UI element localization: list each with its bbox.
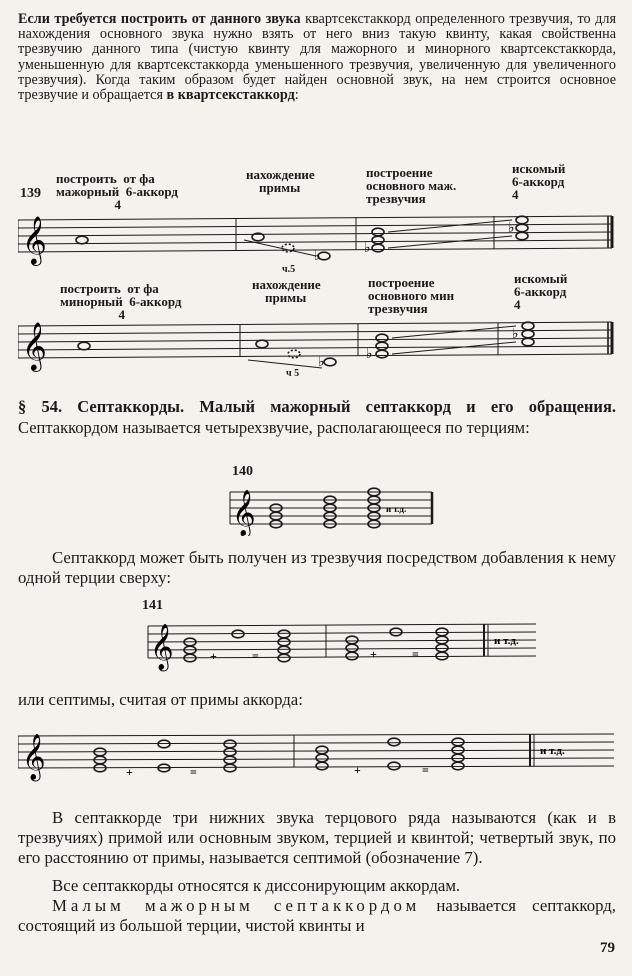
paragraph-small-major bbox=[18, 896, 616, 936]
small-major-rest: называется септаккорд, состоящий из большой терции, чистой квинты и bbox=[18, 896, 616, 935]
example-139-number: 139 bbox=[20, 186, 41, 201]
ex139-row1-interval: ч.5 bbox=[282, 264, 296, 275]
ex139-row1-label4: искомый 6-аккорд 4 bbox=[512, 161, 566, 202]
ex141-staff bbox=[140, 616, 540, 676]
ex139-row2-interval: ч 5 bbox=[286, 368, 300, 379]
flat-icon: ♭ bbox=[508, 221, 515, 236]
ex139-row2-label1: построить от фа минорный 6-аккорд 4 bbox=[60, 281, 182, 322]
equals-icon: = bbox=[190, 765, 197, 779]
ex141-etc: и т.д. bbox=[494, 635, 519, 647]
flat-icon: ♭ bbox=[366, 347, 373, 362]
paragraph-add-third: Септаккорд может быть получен из трезвучия посредством добавления к нему одной терции сверху: bbox=[18, 548, 616, 587]
intro-rest: квартсекстаккорд определенного трезвучия, то для нахождения основного звука нужно взять от него вниз такую квинту, какая свойственна трезвучию данного типа (чистую квинту для мажорного и минорного квартсекстаккорда, уменьшенную для квартсекстаккорда уменьшенного трезвучия, увеличенную для увеличенного трезвучия). Когда таким образом будет найден основной звук, на нем строится основное трезвучие и обращается bbox=[18, 11, 616, 104]
flat-icon: ♭ bbox=[314, 249, 321, 264]
intro-paragraph bbox=[18, 12, 616, 103]
plus-icon: + bbox=[126, 765, 133, 779]
equals-icon: = bbox=[412, 647, 419, 661]
section-heading bbox=[18, 396, 616, 438]
plus-icon: + bbox=[210, 649, 217, 663]
heading-bold: § 54. Септаккорды. Малый мажорный септаккорд и его обращения. bbox=[18, 397, 616, 416]
ex140-staff bbox=[226, 486, 436, 536]
paragraph-all-dissonant: Все септаккорды относятся к диссонирующим аккордам. bbox=[52, 876, 461, 895]
flat-icon: ♭ bbox=[512, 327, 519, 342]
page-number: 79 bbox=[600, 940, 615, 956]
flat-icon: ♭ bbox=[364, 241, 371, 256]
treble-clef-icon: 𝄞 bbox=[150, 624, 174, 670]
plus-icon: + bbox=[370, 647, 377, 661]
ex139-row1-label2: нахождение примы bbox=[246, 167, 315, 195]
intro-end: : bbox=[294, 87, 299, 104]
equals-icon: = bbox=[252, 649, 259, 663]
ex-septima-etc: и т.д. bbox=[540, 745, 565, 757]
ex139-row1-label3: построение основного маж. трезвучия bbox=[366, 165, 457, 206]
treble-clef-icon: 𝄞 bbox=[232, 490, 256, 536]
ex139-row2-label4: искомый 6-аккорд 4 bbox=[514, 271, 568, 312]
equals-icon: = bbox=[422, 763, 429, 777]
heading-rest: Септаккордом называется четырехзвучие, располагающееся по терциям: bbox=[18, 418, 530, 437]
example-140-number: 140 bbox=[232, 464, 253, 479]
treble-clef-icon: 𝄞 bbox=[22, 321, 47, 370]
example-141-number: 141 bbox=[142, 598, 163, 613]
ex140-etc: и т.д. bbox=[386, 504, 407, 514]
flat-icon: ♭ bbox=[318, 355, 325, 370]
ex139-row1-label1: построить от фа мажорный 6-аккорд 4 bbox=[56, 171, 179, 212]
small-major-term: Малым мажорным септаккордом bbox=[52, 896, 421, 915]
ex139-row2-label3: построение основного мин трезвучия bbox=[368, 275, 455, 316]
ex139-staff-1 bbox=[18, 210, 616, 280]
ex139-staff-2 bbox=[18, 318, 616, 382]
intro-lead: Если требуется построить от данного звука bbox=[18, 11, 301, 27]
treble-clef-icon: 𝄞 bbox=[22, 734, 46, 780]
plus-icon: + bbox=[354, 763, 361, 777]
paragraph-septima: или септимы, считая от примы аккорда: bbox=[18, 690, 303, 709]
paragraph-lower: В септаккорде три нижних звука терцового ряда называются (как и в трезвучиях) примой или основным звуком, терцией и квинтой; четвертый звук, по его расстоянию от примы, называется септимой (обозначение 7). bbox=[18, 808, 616, 867]
treble-clef-icon: 𝄞 bbox=[22, 215, 47, 264]
ex-septima-staff bbox=[18, 726, 616, 788]
ex139-row2-label2: нахождение примы bbox=[252, 277, 321, 305]
intro-bold: в квартсекстаккорд bbox=[166, 87, 295, 104]
